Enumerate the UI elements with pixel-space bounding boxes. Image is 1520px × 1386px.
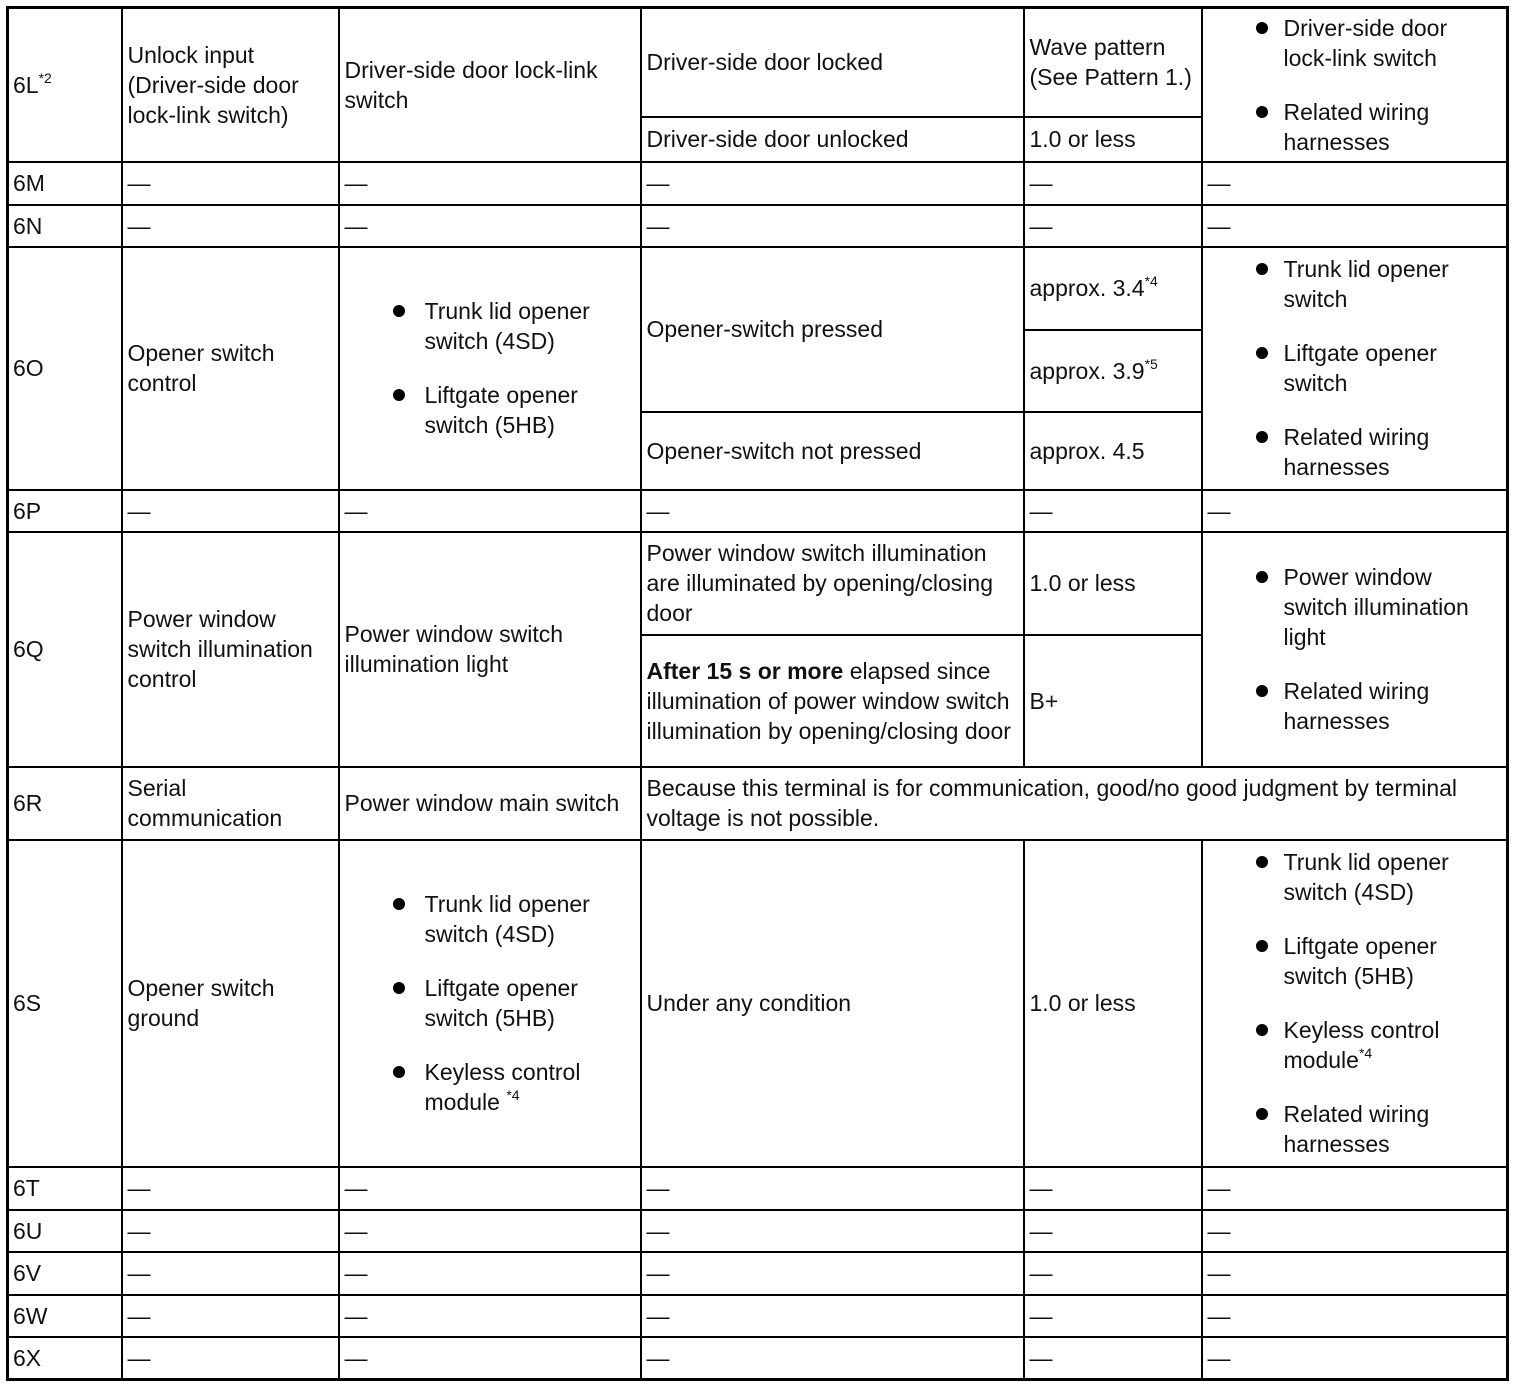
dash-cell: — [122,205,339,247]
condition-cell: Power window switch illumination are illuminated by opening/closing door [641,532,1024,635]
terminal-cell: 6R [8,767,122,840]
dash-cell: — [122,162,339,205]
list-item: Keyless control module $^{*4}$ [345,1057,635,1117]
terminal-cell: 6N [8,205,122,247]
dash-cell: — [641,1210,1024,1252]
terminal-voltage-table [6,6,1509,1381]
dash-cell: — [1024,1337,1202,1380]
signal-cell: Unlock input (Driver-side door lock-link switch) [122,8,339,162]
dash-cell: — [122,1252,339,1295]
dash-cell: — [1202,1167,1508,1210]
note-cell: Because this terminal is for communication, good/no good judgment by terminal voltage is not possible. [641,767,1508,840]
list-item: Trunk lid opener switch (4SD) [1208,847,1502,907]
list-item: Liftgate opener switch (5HB) [1208,931,1502,991]
terminal-cell: 6S [8,840,122,1167]
terminal-cell: 6O [8,247,122,490]
terminal-cell: 6M [8,162,122,205]
dash-cell: — [122,1337,339,1380]
list-item: Trunk lid opener switch [1208,254,1502,314]
list-item: Keyless control module$^{*4}$ [1208,1015,1502,1075]
list-item: Related wiring harnesses [1208,676,1502,736]
dash-cell: — [122,1167,339,1210]
dash-cell: — [1202,490,1508,532]
list-item: Related wiring harnesses [1208,97,1502,157]
voltage-cell: approx. 4.5 [1024,412,1202,490]
table-row-6U [8,1210,1508,1252]
table-row-6R [8,767,1508,840]
condition-cell: Opener-switch pressed [641,247,1024,412]
table-row-6V [8,1252,1508,1295]
condition-cell: Opener-switch not pressed [641,412,1024,490]
terminal-cell: 6P [8,490,122,532]
dash-cell: — [1202,205,1508,247]
terminal-cell: 6V [8,1252,122,1295]
list-item: Trunk lid opener switch (4SD) [345,889,635,949]
dash-cell: — [641,1252,1024,1295]
voltage-cell: approx. 3.9$^{*5}$ [1024,330,1202,412]
condition-cell: Under any condition [641,840,1024,1167]
dash-cell: — [1202,162,1508,205]
dash-cell: — [1024,1210,1202,1252]
table-row-6W [8,1295,1508,1337]
condition-cell: After 15 s or more elapsed since illumination of power window switch illumination by opening/closing door [641,635,1024,767]
dash-cell: — [122,1295,339,1337]
table-row-6Q [8,532,1508,635]
connected-to-cell [339,840,641,1167]
list-item: Driver-side door lock-link switch [1208,13,1502,73]
connected-to-cell: Power window switch illumination light [339,532,641,767]
table-row-6M [8,162,1508,205]
dash-cell: — [1202,1295,1508,1337]
dash-cell: — [1024,1295,1202,1337]
dash-cell: — [122,1210,339,1252]
dash-cell: — [641,205,1024,247]
voltage-cell: 1.0 or less [1024,117,1202,162]
dash-cell: — [339,1167,641,1210]
dash-cell: — [122,490,339,532]
dash-cell: — [641,1167,1024,1210]
dash-cell: — [641,1295,1024,1337]
list-item: Trunk lid opener switch (4SD) [345,296,635,356]
inspection-cell [1202,247,1508,490]
dash-cell: — [1202,1252,1508,1295]
table-row-6P [8,490,1508,532]
dash-cell: — [641,490,1024,532]
dash-cell: — [339,1252,641,1295]
dash-cell: — [1024,1167,1202,1210]
table-row-6S [8,840,1508,1167]
voltage-cell: B+ [1024,635,1202,767]
table-row-6X [8,1337,1508,1380]
dash-cell: — [339,205,641,247]
dash-cell: — [1202,1210,1508,1252]
signal-cell: Serial communication [122,767,339,840]
terminal-cell: 6X [8,1337,122,1380]
terminal-cell: 6U [8,1210,122,1252]
dash-cell: — [1024,205,1202,247]
voltage-cell: Wave pattern (See Pattern 1.) [1024,8,1202,117]
connected-to-cell [339,247,641,490]
terminal-cell: 6T [8,1167,122,1210]
terminal-cell: 6Q [8,532,122,767]
table-row-6O [8,247,1508,330]
dash-cell: — [1202,1337,1508,1380]
terminal-cell: 6W [8,1295,122,1337]
dash-cell: — [339,1337,641,1380]
inspection-cell [1202,840,1508,1167]
signal-cell: Power window switch illumination control [122,532,339,767]
dash-cell: — [1024,1252,1202,1295]
list-item: Liftgate opener switch [1208,338,1502,398]
connected-to-cell: Driver-side door lock-link switch [339,8,641,162]
table-row-6N [8,205,1508,247]
inspection-cell [1202,532,1508,767]
table-row-6T [8,1167,1508,1210]
dash-cell: — [641,162,1024,205]
table-row-6L [8,8,1508,117]
voltage-cell: approx. 3.4$^{*4}$ [1024,247,1202,330]
dash-cell: — [339,490,641,532]
dash-cell: — [641,1337,1024,1380]
connected-to-cell: Power window main switch [339,767,641,840]
dash-cell: — [1024,162,1202,205]
voltage-cell: 1.0 or less [1024,840,1202,1167]
list-item: Related wiring harnesses [1208,1099,1502,1159]
signal-cell: Opener switch ground [122,840,339,1167]
dash-cell: — [339,1295,641,1337]
dash-cell: — [339,1210,641,1252]
list-item: Power window switch illumination light [1208,562,1502,652]
condition-cell: Driver-side door locked [641,8,1024,117]
list-item: Liftgate opener switch (5HB) [345,380,635,440]
condition-cell: Driver-side door unlocked [641,117,1024,162]
dash-cell: — [1024,490,1202,532]
inspection-cell [1202,8,1508,162]
list-item: Related wiring harnesses [1208,422,1502,482]
list-item: Liftgate opener switch (5HB) [345,973,635,1033]
dash-cell: — [339,162,641,205]
terminal-cell: $6L^{*2}$ [8,8,122,162]
voltage-cell: 1.0 or less [1024,532,1202,635]
signal-cell: Opener switch control [122,247,339,490]
